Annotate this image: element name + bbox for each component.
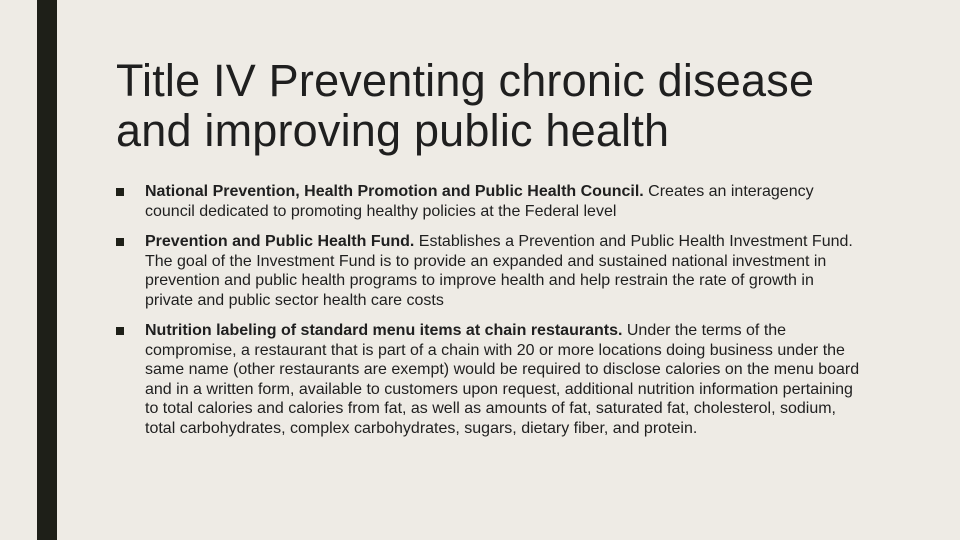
bullet-item-public-health-fund: [116, 232, 866, 310]
square-bullet-icon: [116, 327, 124, 335]
bullet-body: Under the terms of the compromise, a restaurant that is part of a chain with 20 or more locations doing business under the same name (other restaurants are exempt) would be required to disclose calories on the menu board and in a written form, available to customers upon request, additional nutrition information pertaining to total calories and calories from fat, as well as amounts of fat, saturated fat, cholesterol, sodium, total carbohydrates, complex carbohydrates, sugars, dietary fiber, and protein.: [145, 322, 860, 437]
bullet-heading: Nutrition labeling of standard menu items at chain restaurants.: [145, 322, 623, 339]
slide-title: Title IV Preventing chronic disease and improving public health: [116, 55, 815, 156]
bullet-item-nutrition-labeling: [116, 321, 866, 438]
accent-side-bar: [37, 0, 57, 540]
bullet-heading: National Prevention, Health Promotion and Public Health Council.: [145, 183, 644, 200]
bullet-body: Creates an interagency council dedicated to promoting healthy policies at the Federal level: [145, 183, 814, 220]
square-bullet-icon: [116, 188, 124, 196]
bullet-body: Establishes a Prevention and Public Health Investment Fund. The goal of the Investment Fund is to provide an expanded and sustained national investment in prevention and public health programs to improve health and help restrain the rate of growth in private and public sector health care costs: [145, 233, 853, 309]
bullet-heading: Prevention and Public Health Fund.: [145, 233, 415, 250]
bullet-item-prevention-council: [116, 182, 866, 221]
square-bullet-icon: [116, 238, 124, 246]
bullet-list: [116, 182, 866, 449]
